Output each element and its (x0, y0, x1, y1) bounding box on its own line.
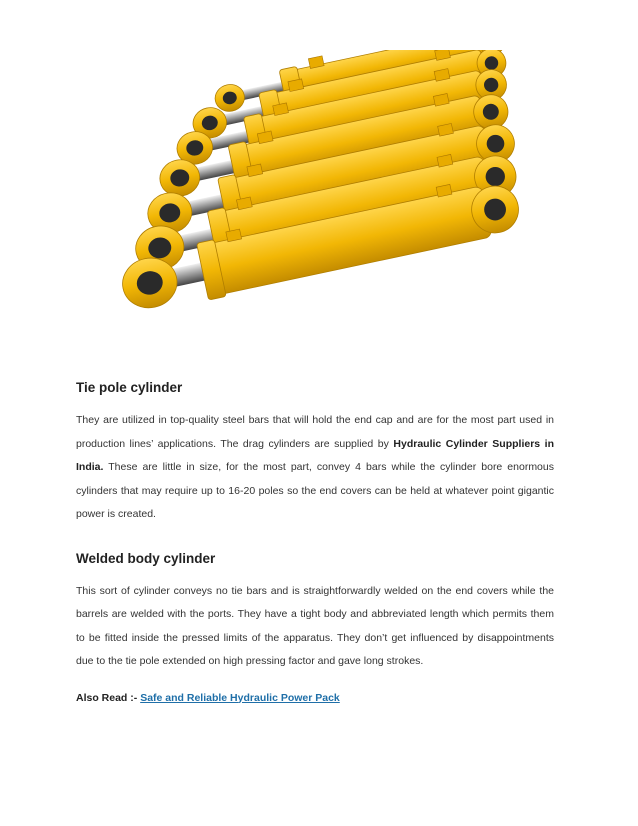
section-paragraph-tie-pole (76, 409, 554, 527)
also-read-link[interactable]: Safe and Reliable Hydraulic Power Pack (140, 691, 340, 704)
paragraph-text-start: They are utilized in top-quality steel bars that will hold the end cap and are for the most part used in production lines’ applications. The drag cylinders are supplied by (76, 414, 554, 450)
section-paragraph-welded-body: This sort of cylinder conveys no tie bars and is straightforwardly welded on the end covers while the barrels are welded with the ports. They have a tight body and abbreviated length which permits them to be fitted inside the pressed limits of the apparatus. They don’t get influenced by disappointments due to the tie pole extended on high pressing factor and gave long strokes. (76, 584, 554, 667)
also-read-label: Also Read :- (76, 691, 141, 704)
hydraulic-cylinders-illustration (70, 50, 570, 350)
paragraph-text-end: These are little in size, for the most part, convey 4 bars while the cylinder bore enormous cylinders that may require up to 16-20 poles so the end covers can be held at whatever point gigantic power is created. (76, 461, 554, 520)
section-heading-tie-pole: Tie pole cylinder (76, 380, 183, 395)
hydraulic-cylinders-image (70, 50, 570, 350)
section-heading-welded-body: Welded body cylinder (76, 550, 216, 566)
paragraph-bold-text: Hydraulic Cylinder Suppliers in India. (76, 437, 554, 473)
also-read (76, 692, 554, 704)
